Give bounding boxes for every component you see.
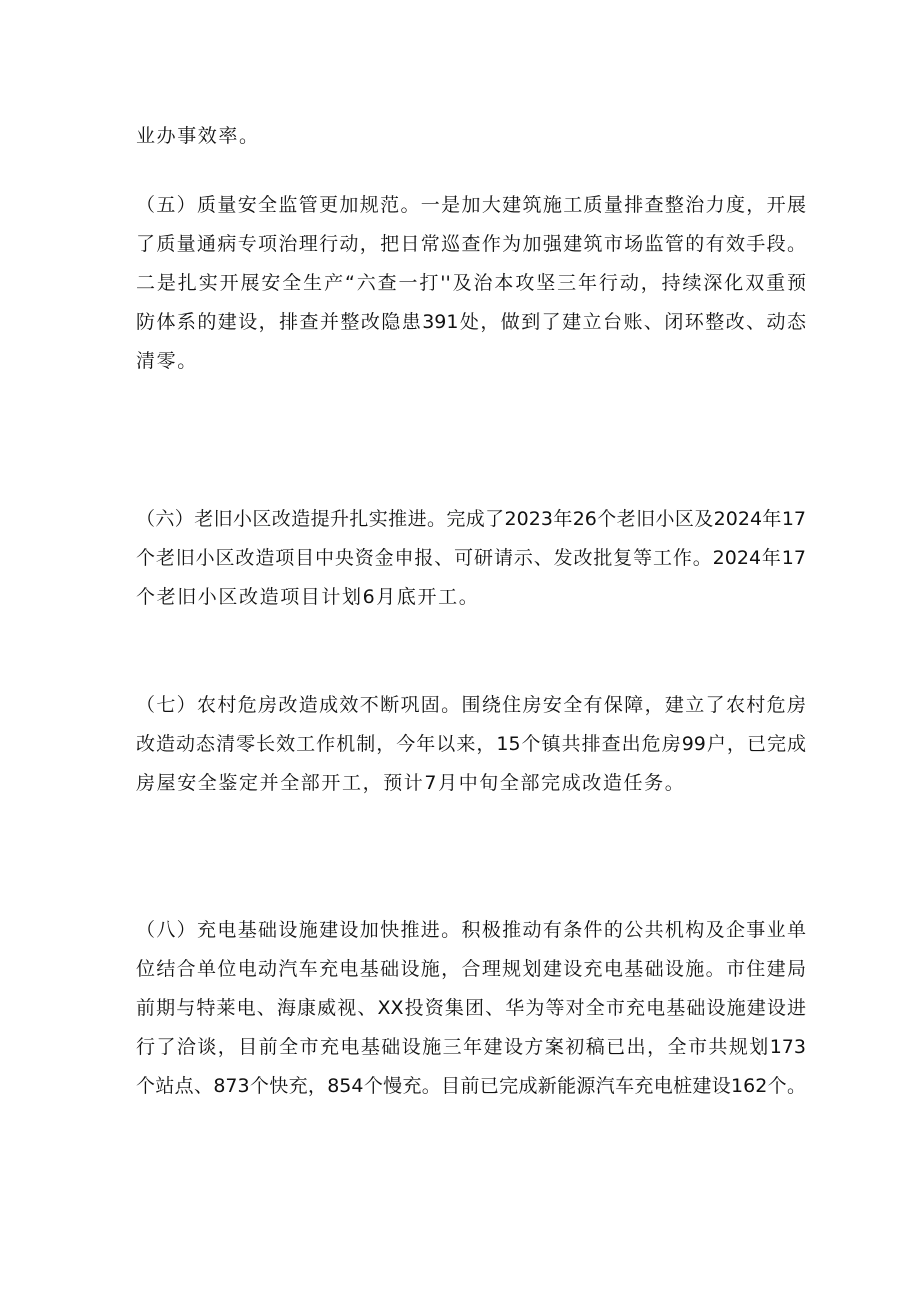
text-line: （七）农村危房改造成效不断巩固。围绕住房安全有保障，建立了农村危房 <box>136 694 806 716</box>
paragraph-charging-infrastructure <box>136 911 806 1106</box>
text-line: 清零。 <box>136 350 198 372</box>
paragraph-quality-safety <box>136 186 806 381</box>
text-line: 改造动态清零长效工作机制，今年以来，15个镇共排查出危房99户，已完成 <box>136 733 806 755</box>
text-line: 位结合单位电动汽车充电基础设施，合理规划建设充电基础设施。市住建局 <box>136 958 806 980</box>
text-line: （六）老旧小区改造提升扎实推进。完成了2023年26个老旧小区及2024年17 <box>136 508 806 530</box>
text-line: 二是扎实开展安全生产“六查一打''及治本攻坚三年行动，持续深化双重预 <box>136 272 806 294</box>
text-line: 房屋安全鉴定并全部开工，预计7月中旬全部完成改造任务。 <box>136 772 686 794</box>
paragraph-old-community <box>136 500 806 617</box>
text-line: 行了洽谈，目前全市充电基础设施三年建设方案初稿已出，全市共规划173 <box>136 1036 806 1058</box>
text-line: 个老旧小区改造项目中央资金申报、可研请示、发改批复等工作。2024年17 <box>136 547 806 569</box>
text-line: （五）质量安全监管更加规范。一是加大建筑施工质量排查整治力度，开展 <box>136 194 806 216</box>
text-line: 个老旧小区改造项目计划6月底开工。 <box>136 586 480 608</box>
text-line: 了质量通病专项治理行动，把日常巡查作为加强建筑市场监管的有效手段。 <box>136 233 806 255</box>
text-line: 防体系的建设，排查并整改隐患391处，做到了建立台账、闭环整改、动态 <box>136 311 806 333</box>
paragraph-rural-housing <box>136 686 806 803</box>
text-line: （八）充电基础设施建设加快推进。积极推动有条件的公共机构及企事业单 <box>136 919 806 941</box>
text-line: 业办事效率。 <box>136 125 260 147</box>
text-line: 个站点、873个快充，854个慢充。目前已完成新能源汽车充电桩建设162个。 <box>136 1075 806 1097</box>
text-line: 前期与特莱电、海康威视、XX投资集团、华为等对全市充电基础设施建设进 <box>136 997 806 1019</box>
paragraph-continuation <box>136 117 806 156</box>
